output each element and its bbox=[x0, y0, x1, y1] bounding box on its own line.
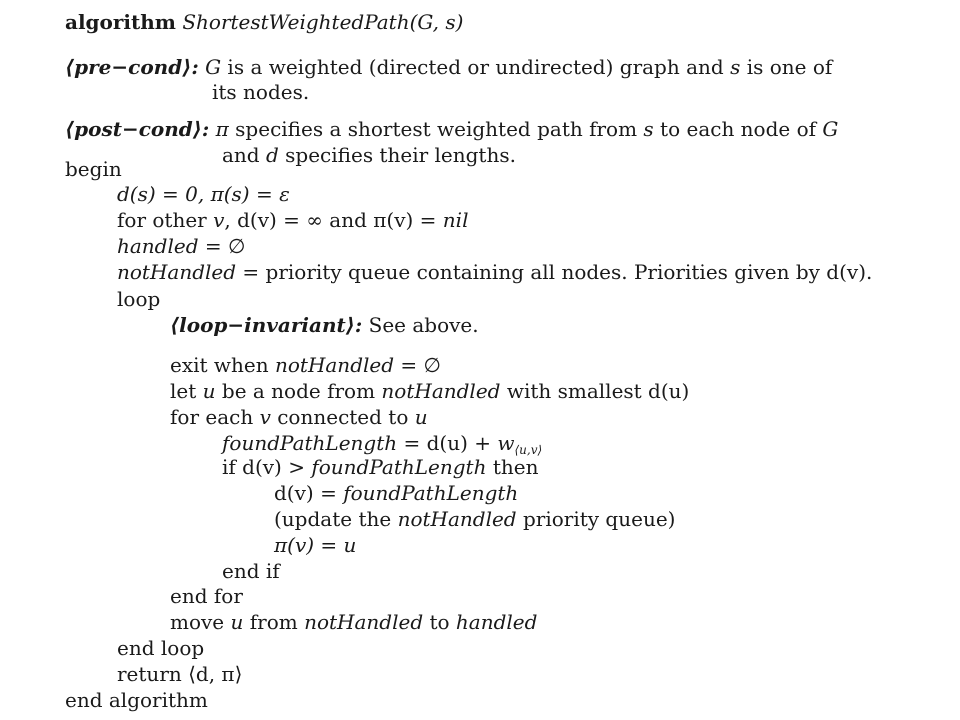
begin-keyword: begin bbox=[65, 157, 122, 181]
loop-invariant-label: ⟨loop−invariant⟩: bbox=[170, 313, 363, 337]
algorithm-name: ShortestWeightedPath bbox=[182, 10, 410, 34]
algorithm-keyword: algorithm bbox=[65, 10, 176, 34]
init-line4: notHandled = priority queue containing all nodes. Priorities given by d(v). bbox=[117, 260, 873, 284]
endfor-line: end for bbox=[170, 584, 243, 608]
post-cond-line2: and d specifies their lengths. bbox=[222, 143, 516, 167]
foreach-line: for each v connected to u bbox=[170, 405, 428, 429]
endloop-line: end loop bbox=[117, 636, 205, 660]
algorithm-args: (G, s) bbox=[409, 10, 464, 34]
pre-cond-label: ⟨pre−cond⟩: bbox=[65, 55, 199, 79]
let-line: let u be a node from notHandled with smallest d(u) bbox=[170, 379, 690, 403]
init-line2: for other v, d(v) = ∞ and π(v) = nil bbox=[117, 208, 469, 232]
pre-cond-line1: ⟨pre−cond⟩: G is a weighted (directed or undirected) graph and s is one of bbox=[65, 55, 833, 79]
endif-line: end if bbox=[222, 559, 280, 583]
found-path-line: foundPathLength = $d(u) + w_{⟨u,v⟩}$ bbox=[222, 431, 543, 457]
move-line: move u from notHandled to handled bbox=[170, 610, 538, 634]
pre-cond-line2: its nodes. bbox=[212, 80, 310, 104]
assign-pi-line: π(v) = u bbox=[274, 533, 357, 557]
loop-keyword: loop bbox=[117, 287, 161, 311]
if-line: if d(v) > foundPathLength then bbox=[222, 455, 539, 479]
end-algorithm-line: end algorithm bbox=[65, 688, 208, 712]
loop-invariant-line: ⟨loop−invariant⟩: See above. bbox=[170, 313, 479, 337]
assign-d-line: d(v) = foundPathLength bbox=[274, 481, 519, 505]
return-line: return ⟨d, π⟩ bbox=[117, 662, 243, 686]
post-cond-line1: ⟨post−cond⟩: π specifies a shortest weighted path from s to each node of G bbox=[65, 117, 839, 141]
post-cond-label: ⟨post−cond⟩: bbox=[65, 117, 210, 141]
exit-line: exit when notHandled = ∅ bbox=[170, 353, 441, 377]
update-line: (update the notHandled priority queue) bbox=[274, 507, 676, 531]
init-line1: d(s) = 0, π(s) = ε bbox=[117, 182, 290, 206]
init-line3: handled = ∅ bbox=[117, 234, 246, 258]
algorithm-header bbox=[65, 10, 463, 34]
